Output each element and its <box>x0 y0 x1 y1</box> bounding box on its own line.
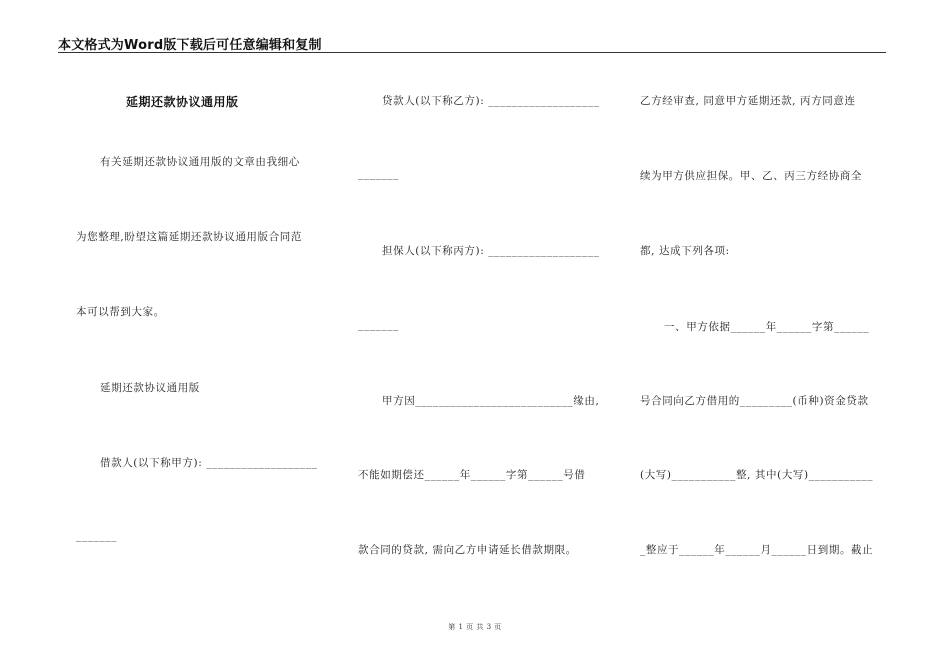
header-title: 本文格式为Word版下载后可任意编辑和复制 <box>58 38 322 53</box>
paragraph-line: 都, 达成下列各项: <box>640 245 730 257</box>
paragraph-line: 号合同向乙方借用的_________(币种)资金贷款 <box>640 395 869 407</box>
paragraph-line: 款合同的贷款, 需向乙方申请延长借款期限。 <box>358 544 577 556</box>
paragraph-line: _整应于______年______月______日到期。截止 <box>640 544 874 556</box>
paragraph-line: 乙方经审查, 同意甲方延期还款, 丙方同意连 <box>640 95 856 107</box>
borrower-line: 借款人(以下称甲方): ___________________ <box>100 457 318 469</box>
paragraph-line: 为您整理,盼望这篇延期还款协议通用版合同范 <box>76 231 302 243</box>
page-number: 第 1 页 共 3 页 <box>448 623 502 631</box>
section-heading: 延期还款协议通用版 <box>100 382 200 394</box>
guarantor-line: 担保人(以下称丙方): ___________________ <box>382 245 600 257</box>
paragraph-line: _______ <box>358 319 399 331</box>
clause-one-line: 一、甲方依据______年______字第______ <box>664 321 870 333</box>
paragraph-line: 有关延期还款协议通用版的文章由我细心 <box>100 156 300 168</box>
paragraph-line: (大写)___________整, 其中(大写)___________ <box>640 469 874 481</box>
column-2 <box>358 0 608 672</box>
document-title: 延期还款协议通用版 <box>126 95 239 109</box>
column-3 <box>640 0 888 672</box>
paragraph-line: _______ <box>76 530 117 542</box>
paragraph-line: 甲方因___________________________缘由, <box>382 395 600 407</box>
paragraph-line: 不能如期偿还______年______字第______号借 <box>358 469 586 481</box>
paragraph-line: 续为甲方供应担保。甲、乙、丙三方经协商全 <box>640 170 862 182</box>
paragraph-line: _______ <box>358 168 399 180</box>
column-1 <box>76 0 326 672</box>
lender-line: 贷款人(以下称乙方): ___________________ <box>382 95 600 107</box>
paragraph-line: 本可以帮到大家。 <box>76 306 165 318</box>
